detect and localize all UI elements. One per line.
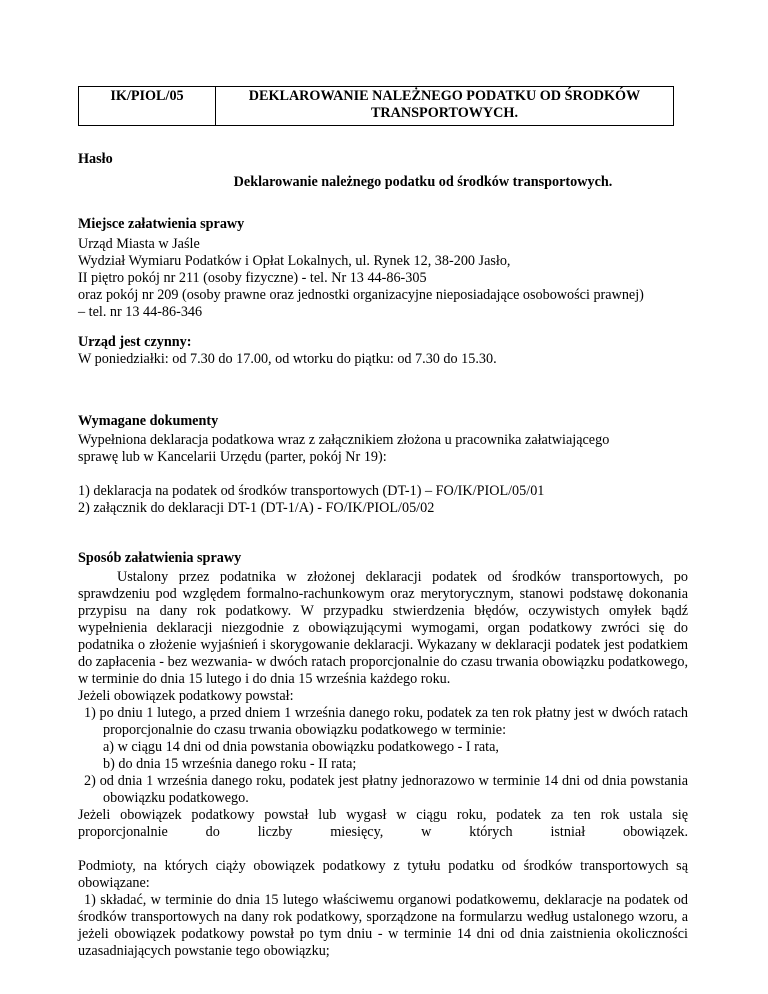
sposob-item-1b: b) do dnia 15 września danego roku - II rata; <box>103 756 357 772</box>
haslo-text <box>0 174 768 191</box>
address-line: – tel. nr 13 44-86-346 <box>78 304 203 320</box>
document-code: IK/PIOL/05 <box>79 87 216 126</box>
godziny-text: W poniedziałki: od 7.30 do 17.00, od wtorku do piątku: od 7.30 do 15.30. <box>78 351 497 367</box>
podmioty-intro: Podmioty, na których ciąży obowiązek podatkowy z tytułu podatku od środków transportowych są obowiązane: <box>78 858 688 891</box>
list-item: 2) załącznik do deklaracji DT-1 (DT-1/A) - FO/IK/PIOL/05/02 <box>78 500 435 516</box>
dokumenty-list <box>78 483 688 517</box>
address-line: Urząd Miasta w Jaśle <box>78 236 200 252</box>
podmioty-item-1: 1) składać, w terminie do dnia 15 lutego właściwemu organowi podatkowemu, deklaracje na podatek od środków transportowych na dany rok podatkowy, sporządzone na formularzu według ustalonego wzoru, a jeżeli obowiązek podatkowy powstał po tym dniu - w terminie 14 dni od dnia zaistnienia okoliczności uzasadniających powstanie tego obowiązku; <box>78 892 688 959</box>
sposob-item-1: 1) po dniu 1 lutego, a przed dniem 1 września danego roku, podatek za ten rok płatny jest w dwóch ratach proporcjonalnie do czasu trwania obowiązku podatkowego w terminie: <box>84 705 688 738</box>
sposob-paragraph-2: Jeżeli obowiązek podatkowy powstał lub wygasł w ciągu roku, podatek za ten rok ustala się proporcjonalnie do liczby miesięcy, w których istniał obowiązek. <box>78 807 688 840</box>
address-line: oraz pokój nr 209 (osoby prawne oraz jednostki organizacyjne nieposiadające osobowości prawnej) <box>78 287 644 303</box>
header-table <box>78 86 674 126</box>
miejsce-address <box>78 236 688 321</box>
dokumenty-intro: Wypełniona deklaracja podatkowa wraz z załącznikiem złożona u pracownika załatwiającego sprawę lub w Kancelarii Urzędu (parter, pokój Nr 19): <box>78 432 610 465</box>
sposob-item-2: 2) od dnia 1 września danego roku, podatek jest płatny jednorazowo w terminie 14 dni od dnia powstania obowiązku podatkowego. <box>84 773 688 806</box>
sposob-heading: Sposób załatwienia sprawy <box>78 550 242 566</box>
sposob-paragraph: Ustalony przez podatnika w złożonej deklaracji podatek od środków transportowych, po sprawdzeniu pod względem formalno-rachunkowym oraz merytorycznym, stanowi podstawę dokonania przypisu na dany rok podatkowy. W przypadku stwierdzenia błędów, oczywistych omyłek bądź wypełnienia deklaracji niezgodnie z obowiązującymi wymogami, organ podatkowy zwróci się do podatnika o złożenie wyjaśnień i skorygowanie deklaracji. Wykazany w deklaracji podatek jest podatkiem do zapłacenia - bez wezwania- w dwóch ratach proporcjonalnie do czasu trwania obowiązku podatkowego, w terminie do dnia 15 lutego i do dnia 15 września każdego roku. <box>78 569 688 687</box>
haslo-text-value: Deklarowanie należnego podatku od środków transportowych. <box>233 174 613 190</box>
dokumenty-heading: Wymagane dokumenty <box>78 413 219 429</box>
document-title: DEKLAROWANIE NALEŻNEGO PODATKU OD ŚRODKÓW TRANSPORTOWYCH. <box>216 87 674 126</box>
sposob-item-1a: a) w ciągu 14 dni od dnia powstania obowiązku podatkowego - I rata, <box>103 739 499 755</box>
address-line: Wydział Wymiaru Podatków i Opłat Lokalnych, ul. Rynek 12, 38-200 Jasło, <box>78 253 511 269</box>
miejsce-heading: Miejsce załatwienia sprawy <box>78 216 245 232</box>
haslo-label: Hasło <box>78 151 113 167</box>
godziny-heading: Urząd jest czynny: <box>78 334 192 350</box>
address-line: II piętro pokój nr 211 (osoby fizyczne) - tel. Nr 13 44-86-305 <box>78 270 427 286</box>
list-item: 1) deklaracja na podatek od środków transportowych (DT-1) – FO/IK/PIOL/05/01 <box>78 483 545 499</box>
sposob-if-line: Jeżeli obowiązek podatkowy powstał: <box>78 688 294 704</box>
